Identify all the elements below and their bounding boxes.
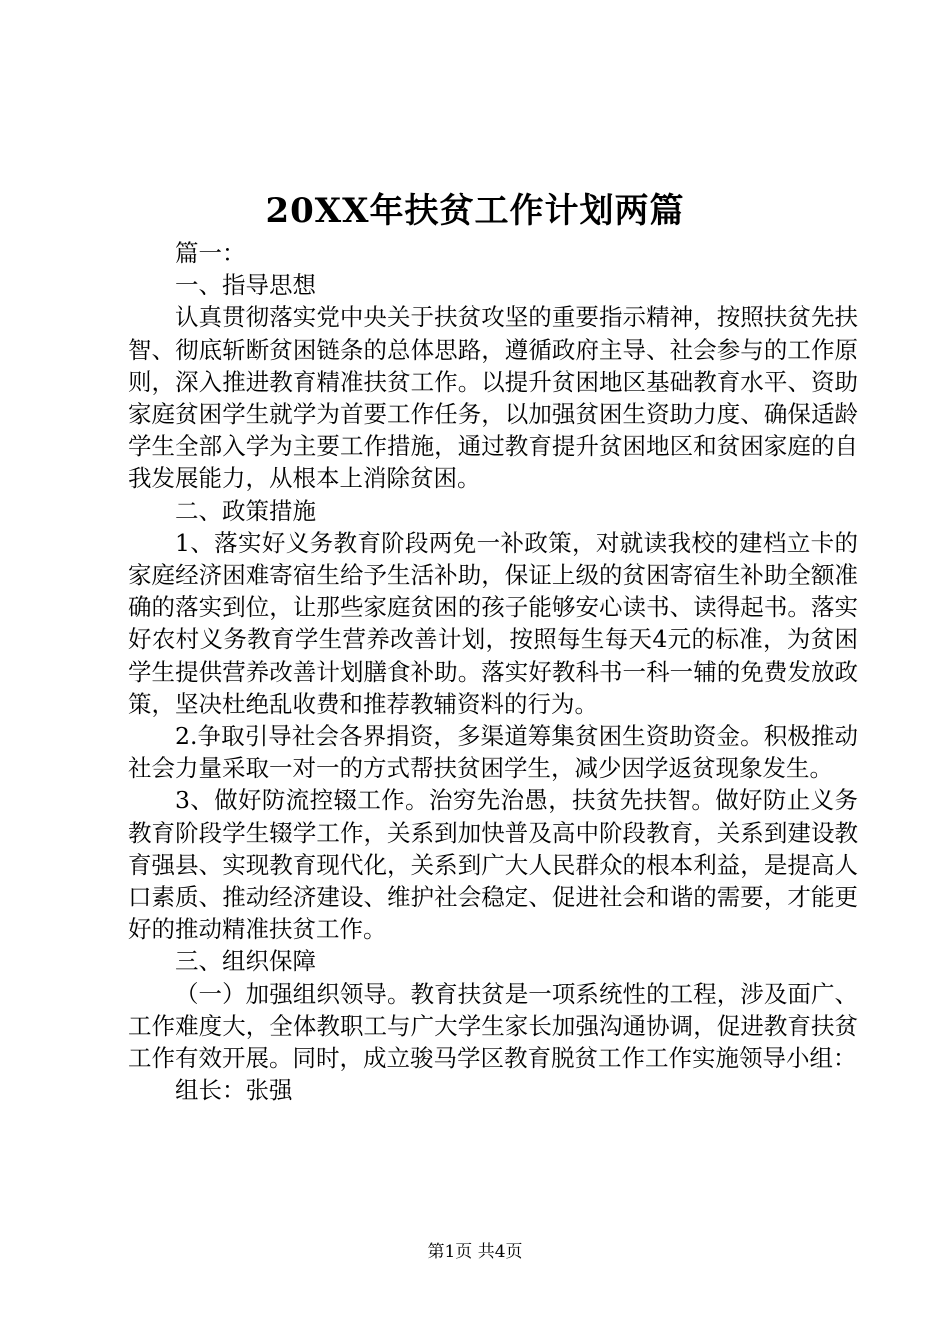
paragraph-policy-3: 3、做好防流控辍工作。治穷先治愚，扶贫先扶智。做好防止义务教育阶段学生辍学工作，关系到加快普及高中阶段教育，关系到建设教育强县、实现教育现代化，关系到广大人民群众的根本利益，是提高人口素质、推动经济建设、维护社会稳定、促进社会和谐的需要，才能更好的推动精准扶贫工作。 — [128, 786, 858, 944]
paragraph-guiding-thought: 认真贯彻落实党中央关于扶贫攻坚的重要指示精神，按照扶贫先扶智、彻底斩断贫困链条的总体思路，遵循政府主导、社会参与的工作原则，深入推进教育精准扶贫工作。以提升贫困地区基础教育水平、资助家庭贫困学生就学为首要工作任务，以加强贫困生资助力度、确保适龄学生全部入学为主要工作措施，通过教育提升贫困地区和贫困家庭的自我发展能力，从根本上消除贫困。 — [128, 303, 858, 493]
heading-policy-measures: 二、政策措施 — [175, 496, 316, 525]
paragraph-policy-1: 1、落实好义务教育阶段两免一补政策，对就读我校的建档立卡的家庭经济困难寄宿生给予生活补助，保证上级的贫困寄宿生补助全额准确的落实到位，让那些家庭贫困的孩子能够安心读书、读得起书。落实好农村义务教育学生营养改善计划，按照每生每天4元的标准，为贫困学生提供营养改善计划膳食补助。落实好教科书一科一辅的免费发放政策，坚决杜绝乱收费和推荐教辅资料的行为。 — [128, 528, 858, 718]
document-title: 20XX年扶贫工作计划两篇 — [265, 191, 685, 231]
heading-guiding-thought: 一、指导思想 — [175, 271, 316, 300]
page-footer: 第1页 共4页 — [427, 1242, 523, 1262]
paragraph-organization-1: （一）加强组织领导。教育扶贫是一项系统性的工程，涉及面广、工作难度大，全体教职工与广大学生家长加强沟通协调，促进教育扶贫工作有效开展。同时，成立骏马学区教育脱贫工作工作实施领导小组： — [128, 979, 858, 1073]
heading-organization: 三、组织保障 — [175, 947, 316, 976]
document-body — [128, 237, 858, 1106]
paragraph-policy-2: 2.争取引导社会各界捐资，多渠道筹集贫困生资助资金。积极推动社会力量采取一对一的方式帮扶贫困学生，减少因学返贫现象发生。 — [128, 722, 858, 783]
paragraph-group-leader: 组长：张强 — [175, 1076, 293, 1105]
section-label: 篇一： — [175, 239, 246, 267]
